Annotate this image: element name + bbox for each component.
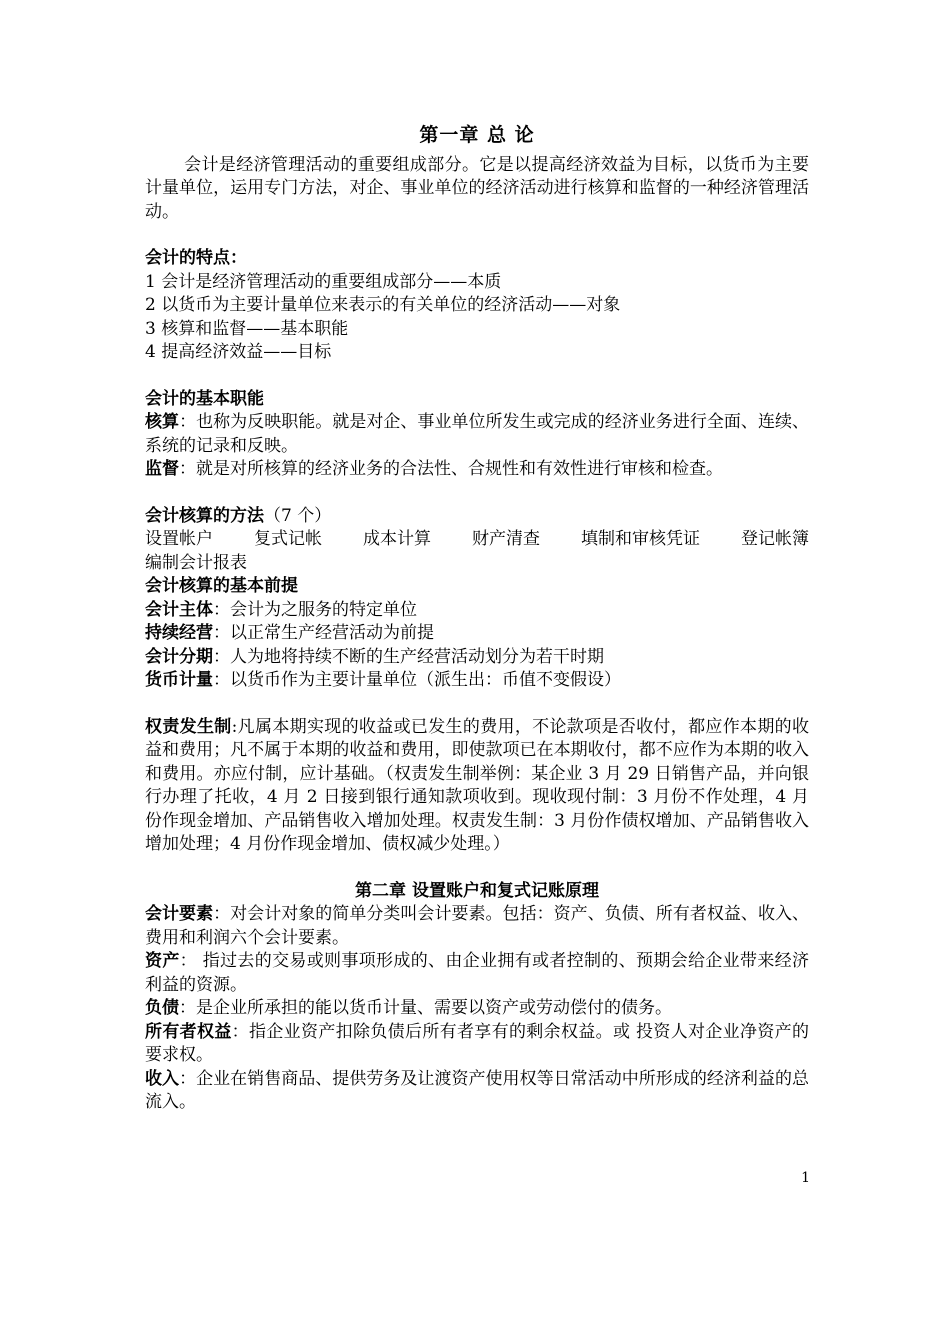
methods-list — [145, 528, 809, 552]
element-item — [145, 903, 809, 950]
function-item — [145, 411, 809, 458]
function-term: 核算 — [145, 412, 180, 432]
element-item — [145, 1021, 809, 1068]
premise-term: 会计分期 — [145, 646, 213, 667]
feature-item: 1 会计是经济管理活动的重要组成部分——本质 — [145, 271, 502, 292]
premise-text: ：以正常生产经营活动为前提 — [213, 623, 434, 643]
element-term: 资产 — [145, 951, 180, 971]
premise-term: 会计主体 — [145, 599, 213, 620]
element-text: ：企业在销售商品、提供劳务及让渡资产使用权等日常活动中所形成的经济利益的总流入。 — [145, 1068, 810, 1112]
chapter2-title: 第二章 设置账户和复式记账原理 — [355, 880, 599, 901]
page-number: 1 — [801, 1170, 810, 1186]
function-text: ：也称为反映职能。就是对企、事业单位所发生或完成的经济业务进行全面、连续、系统的记录和反映。 — [145, 412, 810, 456]
method-item-last: 编制会计报表 — [145, 552, 247, 573]
feature-item: 4 提高经济效益——目标 — [145, 342, 332, 362]
premise-item — [145, 669, 809, 693]
chapter1-intro: 会计是经济管理活动的重要组成部分。它是以提高经济效益为目标，以货币为主要计量单位，运用专门方法，对企、事业单位的经济活动进行核算和监督的一种经济管理活动。 — [145, 154, 809, 222]
function-term: 监督 — [145, 459, 179, 479]
element-item — [145, 997, 809, 1021]
methods-heading — [145, 505, 809, 529]
element-text: ： 指过去的交易或则事项形成的、由企业拥有或者控制的、预期会给企业带来经济利益的资源。 — [145, 951, 810, 995]
premises-heading: 会计核算的基本前提 — [145, 576, 298, 596]
function-text: ：就是对所核算的经济业务的合法性、合规性和有效性进行审核和检查。 — [179, 459, 723, 479]
premise-item — [145, 599, 809, 623]
page-content — [145, 124, 809, 1115]
method-item: 填制和审核凭证 — [581, 529, 700, 549]
feature-item: 3 核算和监督——基本职能 — [145, 318, 349, 339]
functions-heading: 会计的基本职能 — [145, 388, 264, 409]
feature-item: 2 以货币为主要计量单位来表示的有关单位的经济活动——对象 — [145, 295, 621, 315]
method-item: 复式记帐 — [254, 529, 322, 549]
element-item — [145, 950, 809, 997]
element-term: 负债 — [145, 998, 179, 1018]
method-item: 设置帐户 — [145, 529, 213, 549]
function-item — [145, 458, 809, 482]
method-item: 成本计算 — [363, 529, 431, 549]
premise-text: ：人为地将持续不断的生产经营活动划分为若干时期 — [213, 646, 604, 667]
element-term: 收入 — [145, 1068, 180, 1089]
premise-text: ：以货币作为主要计量单位（派生出：币值不变假设） — [213, 670, 621, 690]
method-item: 财产清查 — [472, 529, 540, 549]
element-term: 会计要素 — [145, 904, 214, 924]
premise-text: ：会计为之服务的特定单位 — [213, 599, 417, 620]
element-text: ：指企业资产扣除负债后所有者享有的剩余权益。或 投资人对企业净资产的要求权。 — [145, 1021, 810, 1065]
premise-item — [145, 622, 809, 646]
premise-item — [145, 646, 809, 670]
method-item: 登记帐簿 — [741, 529, 809, 549]
element-text: ：对会计对象的简单分类叫会计要素。包括：资产、负债、所有者权益、收入、费用和利润六个会计要素。 — [145, 904, 810, 948]
element-item — [145, 1068, 809, 1115]
element-term: 所有者权益 — [145, 1021, 232, 1042]
premise-term: 货币计量 — [145, 670, 213, 690]
premise-term: 持续经营 — [145, 623, 213, 643]
accrual-text: :凡属本期实现的收益或已发生的费用，不论款项是否收付，都应作本期的收益和费用；凡不属于本期的收益和费用，即使款项已在本期收付，都不应作为本期的收入和费用。亦应付制，应计基础。（权责发生制举例：某企业 3 月 29 日销售产品，并向银行办理了托收，4 月 2 日接到银行通知款项收到。现收现付制：3 月份不作处理，4 月份作现金增加、产品销售收入增加处理。权责发生制：3 月份作债权增加、产品销售收入增加处理；4 月份作现金增加、债权减少处理。） — [145, 716, 810, 854]
methods-count: （7 个） — [264, 505, 332, 526]
methods-heading-text: 会计核算的方法 — [145, 505, 264, 526]
chapter1-title: 第一章 总 论 — [419, 124, 535, 146]
features-heading: 会计的特点： — [145, 248, 247, 268]
element-text: ：是企业所承担的能以货币计量、需要以资产或劳动偿付的债务。 — [179, 998, 672, 1018]
accrual-term: 权责发生制 — [145, 716, 232, 737]
accrual-paragraph — [145, 716, 809, 857]
